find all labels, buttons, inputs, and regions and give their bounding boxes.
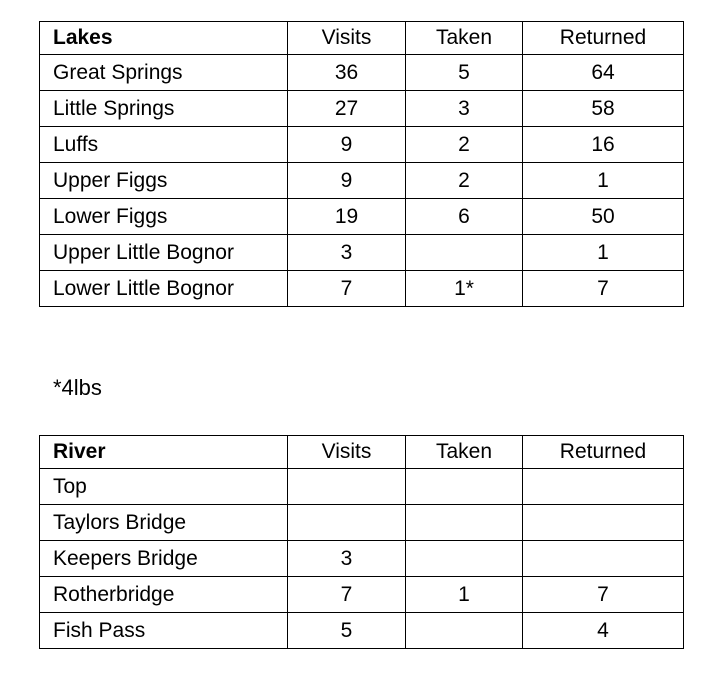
- lakes-header-taken: Taken: [406, 22, 523, 55]
- table-row: [40, 127, 684, 163]
- lake-name: Upper Figgs: [40, 163, 288, 199]
- river-name: Taylors Bridge: [40, 505, 288, 541]
- table-row: [40, 505, 684, 541]
- river-name: Fish Pass: [40, 613, 288, 649]
- table-row: [40, 577, 684, 613]
- river-visits: [288, 505, 406, 541]
- river-name: Keepers Bridge: [40, 541, 288, 577]
- river-visits: 3: [288, 541, 406, 577]
- lakes-table: [39, 21, 684, 307]
- lake-taken: 3: [406, 91, 523, 127]
- river-returned: 4: [523, 613, 684, 649]
- lake-taken: 5: [406, 55, 523, 91]
- lake-taken: [406, 235, 523, 271]
- lake-taken: 6: [406, 199, 523, 235]
- table-row: [40, 613, 684, 649]
- river-returned: [523, 469, 684, 505]
- river-taken: [406, 613, 523, 649]
- lake-returned: 58: [523, 91, 684, 127]
- table-row: [40, 469, 684, 505]
- lake-returned: 50: [523, 199, 684, 235]
- lake-returned: 1: [523, 235, 684, 271]
- river-header-taken: Taken: [406, 436, 523, 469]
- river-taken: [406, 541, 523, 577]
- table-row: [40, 541, 684, 577]
- table-row: [40, 199, 684, 235]
- river-name: Top: [40, 469, 288, 505]
- lake-visits: 9: [288, 163, 406, 199]
- river-header-row: [40, 436, 684, 469]
- lake-name: Lower Little Bognor: [40, 271, 288, 307]
- table-row: [40, 55, 684, 91]
- table-row: [40, 163, 684, 199]
- river-visits: [288, 469, 406, 505]
- lake-taken: 2: [406, 127, 523, 163]
- river-table: [39, 435, 684, 649]
- table-row: [40, 271, 684, 307]
- lake-visits: 27: [288, 91, 406, 127]
- river-returned: [523, 505, 684, 541]
- lakes-header-name: Lakes: [40, 22, 288, 55]
- lake-returned: 7: [523, 271, 684, 307]
- footnote: *4lbs: [53, 375, 102, 400]
- river-taken: [406, 505, 523, 541]
- lake-name: Great Springs: [40, 55, 288, 91]
- lake-visits: 36: [288, 55, 406, 91]
- river-visits: 7: [288, 577, 406, 613]
- lake-name: Little Springs: [40, 91, 288, 127]
- lakes-header-returned: Returned: [523, 22, 684, 55]
- table-row: [40, 235, 684, 271]
- lake-name: Lower Figgs: [40, 199, 288, 235]
- river-header-visits: Visits: [288, 436, 406, 469]
- lake-visits: 19: [288, 199, 406, 235]
- lake-returned: 1: [523, 163, 684, 199]
- lake-taken: 2: [406, 163, 523, 199]
- river-header-name: River: [40, 436, 288, 469]
- lake-visits: 7: [288, 271, 406, 307]
- river-returned: 7: [523, 577, 684, 613]
- lakes-header-row: [40, 22, 684, 55]
- river-returned: [523, 541, 684, 577]
- lake-visits: 9: [288, 127, 406, 163]
- river-visits: 5: [288, 613, 406, 649]
- river-taken: [406, 469, 523, 505]
- river-name: Rotherbridge: [40, 577, 288, 613]
- lake-name: Luffs: [40, 127, 288, 163]
- river-header-returned: Returned: [523, 436, 684, 469]
- lake-returned: 64: [523, 55, 684, 91]
- table-row: [40, 91, 684, 127]
- lake-visits: 3: [288, 235, 406, 271]
- lakes-header-visits: Visits: [288, 22, 406, 55]
- lake-returned: 16: [523, 127, 684, 163]
- river-taken: 1: [406, 577, 523, 613]
- lake-name: Upper Little Bognor: [40, 235, 288, 271]
- lake-taken: 1*: [406, 271, 523, 307]
